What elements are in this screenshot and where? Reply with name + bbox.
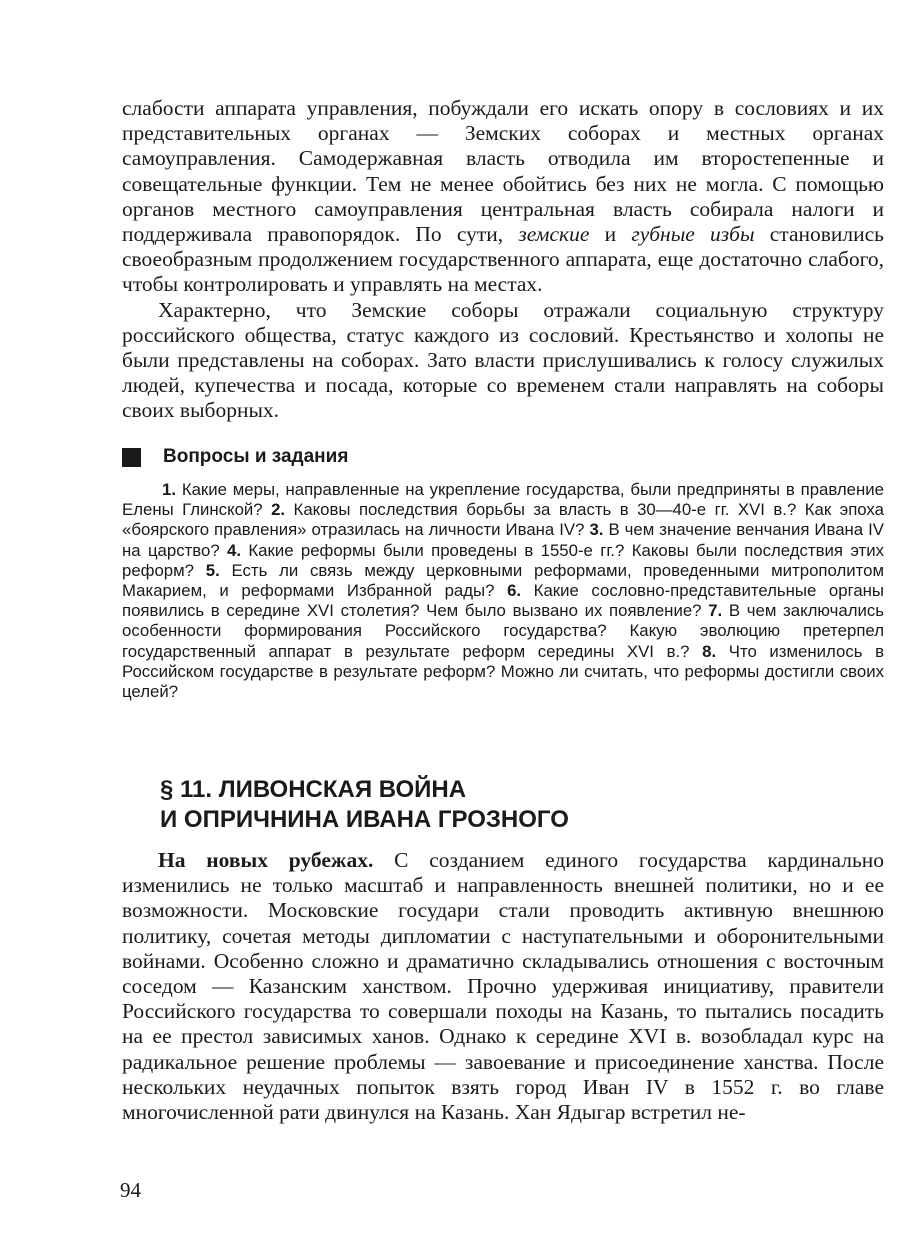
question-number: 7. bbox=[708, 601, 723, 621]
question-text: Какие сословно-представительные органы появились в середине XVI столетия? Чем было вызвано их появление? bbox=[122, 581, 884, 621]
section-title-line-2: И ОПРИЧНИНА ИВАНА ГРОЗНОГО bbox=[160, 806, 569, 833]
question-number: 3. bbox=[589, 520, 604, 540]
section-text-block bbox=[122, 848, 884, 1125]
questions-list bbox=[122, 480, 884, 702]
question-text: В чем заключались особенности формирования Российского государства? Какую эволюцию претерпел государственный аппарат в результате реформ середины XVI в.? bbox=[122, 601, 884, 661]
questions-title: Вопросы и задания bbox=[163, 446, 349, 467]
square-bullet-icon bbox=[122, 448, 141, 467]
paragraph-1-text: слабости аппарата управления, побуждали его искать опору в сословиях и их представительных органах — Земских соборах и местных органах самоуправления. Самодержавная власть отводила им второстепенные и совещательные функции. Тем не менее обойтись без них не могла. С помощью органов местного самоуправления центральная власть собирала налоги и поддерживала правопорядок. По сути, bbox=[122, 96, 884, 247]
question-text: Какие реформы были проведены в 1550-е гг.? Каковы были последствия этих реформ? bbox=[122, 540, 884, 580]
section-paragraph bbox=[122, 848, 884, 1125]
question-number: 6. bbox=[507, 581, 522, 601]
question-text: Каковы последствия борьбы за власть в 30—40-е гг. XVI в.? Как эпоха «боярского правления» отразилась на личности Ивана IV? bbox=[122, 500, 884, 540]
question-number: 1. bbox=[162, 480, 176, 499]
section-lead: На новых рубежах. bbox=[158, 848, 374, 872]
question-number: 2. bbox=[271, 500, 286, 520]
section-title-line-1: § 11. ЛИВОНСКАЯ ВОЙНА bbox=[160, 776, 467, 803]
question-text: Что изменилось в Российском государстве в результате реформ? Можно ли считать, что реформы достигли своих целей? bbox=[122, 641, 884, 702]
question-text: Какие меры, направленные на укрепление государства, были предприняты в правление Елены Глинской? bbox=[122, 480, 884, 520]
top-text-block bbox=[122, 96, 884, 424]
question-number: 8. bbox=[702, 641, 717, 661]
questions-header bbox=[122, 446, 884, 468]
paragraph-1 bbox=[122, 96, 884, 298]
term-gubnye-izby: губные избы bbox=[631, 222, 755, 247]
question-text: В чем значение венчания Ивана IV на царство? bbox=[122, 520, 884, 560]
page-number: 94 bbox=[120, 1178, 141, 1202]
term-zemskie: земские bbox=[518, 222, 590, 247]
question-number: 5. bbox=[205, 560, 220, 580]
conjunction: и bbox=[604, 222, 617, 247]
question-text: Есть ли связь между церковными реформами, проведенными митрополитом Макарием, и реформами Избранной рады? bbox=[122, 560, 884, 601]
section-title bbox=[160, 775, 880, 835]
paragraph-2: Характерно, что Земские соборы отражали социальную структуру российского общества, статус каждого из сословий. Крестьянство и холопы не были представлены на соборах. Зато власти прислушивались к голосу служилых людей, купечества и посада, которые со временем стали направлять на соборы своих выборных. bbox=[122, 297, 884, 423]
paragraph-1-end: становились своеобразным продолжением государственного аппарата, еще достаточно слабого, чтобы контролировать и управлять на местах. bbox=[122, 222, 884, 297]
section-paragraph-text: С созданием единого государства кардинально изменились не только масштаб и направленность внешней политики, но и ее возможности. Московские государи стали проводить активную внешнюю политику, сочетая методы дипломатии с наступательными и оборонительными войнами. Особенно сложно и драматично складывались отношения с восточным соседом — Казанским ханством. Прочно удерживая инициативу, правители Российского государства то совершали походы на Казань, то пытались посадить на ее престол зависимых ханов. Однако к середине XVI в. возобладал курс на радикальное решение проблемы — завоевание и присоединение ханства. После нескольких неудачных попыток взять город Иван IV в 1552 г. во главе многочисленной рати двинулся на Казань. Хан Ядыгар встретил не- bbox=[122, 848, 885, 1125]
question-number: 4. bbox=[227, 540, 242, 560]
